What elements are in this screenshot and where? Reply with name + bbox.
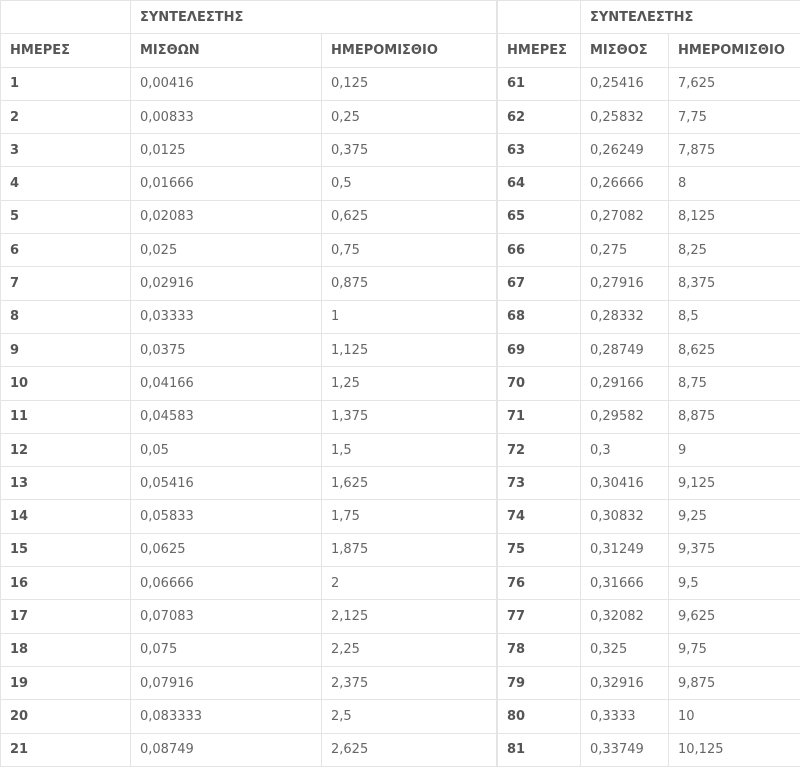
column-header-days: ΗΜΕΡΕΣ xyxy=(1,34,131,67)
column-header-salary: ΜΙΣΘΟΣ xyxy=(581,34,669,67)
cell-daily-wage: 0,625 xyxy=(322,200,497,233)
cell-coefficient: 0,075 xyxy=(131,633,322,666)
cell-days: 62 xyxy=(498,100,581,133)
cell-daily-wage: 8,875 xyxy=(669,400,800,433)
cell-days: 80 xyxy=(498,700,581,733)
cell-daily-wage: 8,25 xyxy=(669,234,800,267)
cell-daily-wage: 10,125 xyxy=(669,733,800,766)
table-row xyxy=(498,433,800,466)
cell-days: 75 xyxy=(498,533,581,566)
cell-daily-wage: 9,375 xyxy=(669,533,800,566)
cell-days: 15 xyxy=(1,533,131,566)
group-header-coefficient: ΣΥΝΤΕΛΕΣΤΗΣ xyxy=(581,1,800,34)
cell-days: 13 xyxy=(1,467,131,500)
table-row xyxy=(1,234,497,267)
cell-coefficient: 0,07083 xyxy=(131,600,322,633)
cell-days: 69 xyxy=(498,333,581,366)
cell-coefficient: 0,31249 xyxy=(581,533,669,566)
table-row xyxy=(498,367,800,400)
cell-coefficient: 0,02916 xyxy=(131,267,322,300)
table-row xyxy=(498,700,800,733)
cell-days: 1 xyxy=(1,67,131,100)
group-header-spacer xyxy=(1,1,131,34)
table-row xyxy=(498,500,800,533)
column-header-row xyxy=(1,34,497,67)
cell-coefficient: 0,03333 xyxy=(131,300,322,333)
cell-daily-wage: 2,375 xyxy=(322,666,497,699)
cell-days: 78 xyxy=(498,633,581,666)
cell-coefficient: 0,25416 xyxy=(581,67,669,100)
cell-daily-wage: 0,5 xyxy=(322,167,497,200)
cell-daily-wage: 0,25 xyxy=(322,100,497,133)
cell-days: 6 xyxy=(1,234,131,267)
cell-coefficient: 0,30832 xyxy=(581,500,669,533)
cell-coefficient: 0,04583 xyxy=(131,400,322,433)
cell-daily-wage: 2,125 xyxy=(322,600,497,633)
cell-days: 2 xyxy=(1,100,131,133)
cell-coefficient: 0,30416 xyxy=(581,467,669,500)
cell-coefficient: 0,0375 xyxy=(131,333,322,366)
cell-days: 63 xyxy=(498,134,581,167)
table-row xyxy=(498,467,800,500)
cell-coefficient: 0,0125 xyxy=(131,134,322,167)
cell-days: 5 xyxy=(1,200,131,233)
cell-days: 14 xyxy=(1,500,131,533)
table-row xyxy=(498,300,800,333)
cell-coefficient: 0,05416 xyxy=(131,467,322,500)
cell-days: 20 xyxy=(1,700,131,733)
cell-daily-wage: 2,25 xyxy=(322,633,497,666)
cell-daily-wage: 1,25 xyxy=(322,367,497,400)
cell-days: 8 xyxy=(1,300,131,333)
cell-coefficient: 0,29166 xyxy=(581,367,669,400)
group-header-coefficient: ΣΥΝΤΕΛΕΣΤΗΣ xyxy=(131,1,497,34)
cell-daily-wage: 8,75 xyxy=(669,367,800,400)
cell-daily-wage: 1,625 xyxy=(322,467,497,500)
cell-days: 16 xyxy=(1,567,131,600)
table-row xyxy=(498,267,800,300)
table-row xyxy=(498,333,800,366)
cell-days: 81 xyxy=(498,733,581,766)
cell-days: 66 xyxy=(498,234,581,267)
cell-coefficient: 0,05833 xyxy=(131,500,322,533)
cell-days: 71 xyxy=(498,400,581,433)
table-row xyxy=(1,433,497,466)
cell-days: 64 xyxy=(498,167,581,200)
right-coefficient-table xyxy=(497,0,800,767)
cell-coefficient: 0,01666 xyxy=(131,167,322,200)
cell-coefficient: 0,05 xyxy=(131,433,322,466)
cell-days: 65 xyxy=(498,200,581,233)
cell-daily-wage: 1,375 xyxy=(322,400,497,433)
cell-daily-wage: 2 xyxy=(322,567,497,600)
cell-daily-wage: 10 xyxy=(669,700,800,733)
cell-coefficient: 0,275 xyxy=(581,234,669,267)
cell-coefficient: 0,3 xyxy=(581,433,669,466)
cell-days: 79 xyxy=(498,666,581,699)
cell-daily-wage: 2,5 xyxy=(322,700,497,733)
table-row xyxy=(1,467,497,500)
cell-coefficient: 0,3333 xyxy=(581,700,669,733)
cell-days: 76 xyxy=(498,567,581,600)
cell-days: 74 xyxy=(498,500,581,533)
cell-daily-wage: 8 xyxy=(669,167,800,200)
table-row xyxy=(1,633,497,666)
table-row xyxy=(1,134,497,167)
cell-coefficient: 0,28749 xyxy=(581,333,669,366)
cell-daily-wage: 9 xyxy=(669,433,800,466)
column-header-days: ΗΜΕΡΕΣ xyxy=(498,34,581,67)
table-row xyxy=(498,600,800,633)
cell-coefficient: 0,27082 xyxy=(581,200,669,233)
cell-coefficient: 0,00833 xyxy=(131,100,322,133)
cell-days: 10 xyxy=(1,367,131,400)
table-row xyxy=(1,167,497,200)
cell-days: 21 xyxy=(1,733,131,766)
table-row xyxy=(1,333,497,366)
group-header-row xyxy=(1,1,497,34)
table-row xyxy=(498,200,800,233)
table-row xyxy=(498,134,800,167)
left-table-body xyxy=(1,67,497,766)
table-row xyxy=(498,400,800,433)
table-row xyxy=(1,600,497,633)
cell-daily-wage: 9,75 xyxy=(669,633,800,666)
cell-daily-wage: 8,375 xyxy=(669,267,800,300)
table-row xyxy=(498,234,800,267)
table-row xyxy=(498,567,800,600)
cell-coefficient: 0,32916 xyxy=(581,666,669,699)
cell-days: 17 xyxy=(1,600,131,633)
table-row xyxy=(1,267,497,300)
cell-daily-wage: 9,625 xyxy=(669,600,800,633)
cell-coefficient: 0,32082 xyxy=(581,600,669,633)
cell-daily-wage: 9,875 xyxy=(669,666,800,699)
table-row xyxy=(498,666,800,699)
cell-daily-wage: 9,25 xyxy=(669,500,800,533)
cell-daily-wage: 2,625 xyxy=(322,733,497,766)
cell-coefficient: 0,0625 xyxy=(131,533,322,566)
cell-daily-wage: 0,375 xyxy=(322,134,497,167)
cell-daily-wage: 9,5 xyxy=(669,567,800,600)
cell-coefficient: 0,06666 xyxy=(131,567,322,600)
cell-coefficient: 0,26666 xyxy=(581,167,669,200)
cell-daily-wage: 0,75 xyxy=(322,234,497,267)
group-header-row xyxy=(498,1,800,34)
cell-days: 12 xyxy=(1,433,131,466)
cell-coefficient: 0,33749 xyxy=(581,733,669,766)
cell-coefficient: 0,28332 xyxy=(581,300,669,333)
cell-daily-wage: 1,875 xyxy=(322,533,497,566)
cell-coefficient: 0,325 xyxy=(581,633,669,666)
cell-days: 3 xyxy=(1,134,131,167)
column-header-row xyxy=(498,34,800,67)
right-table-body xyxy=(498,67,800,766)
table-row xyxy=(498,100,800,133)
cell-days: 61 xyxy=(498,67,581,100)
cell-daily-wage: 7,75 xyxy=(669,100,800,133)
cell-coefficient: 0,083333 xyxy=(131,700,322,733)
cell-daily-wage: 8,5 xyxy=(669,300,800,333)
cell-coefficient: 0,25832 xyxy=(581,100,669,133)
cell-coefficient: 0,07916 xyxy=(131,666,322,699)
cell-days: 72 xyxy=(498,433,581,466)
cell-daily-wage: 9,125 xyxy=(669,467,800,500)
cell-days: 18 xyxy=(1,633,131,666)
table-row xyxy=(1,666,497,699)
cell-days: 67 xyxy=(498,267,581,300)
table-row xyxy=(1,567,497,600)
cell-daily-wage: 1,125 xyxy=(322,333,497,366)
cell-daily-wage: 7,875 xyxy=(669,134,800,167)
cell-coefficient: 0,27916 xyxy=(581,267,669,300)
cell-daily-wage: 1,75 xyxy=(322,500,497,533)
column-header-wages: ΜΙΣΘΩΝ xyxy=(131,34,322,67)
cell-coefficient: 0,26249 xyxy=(581,134,669,167)
cell-daily-wage: 8,625 xyxy=(669,333,800,366)
cell-days: 77 xyxy=(498,600,581,633)
cell-days: 9 xyxy=(1,333,131,366)
table-row xyxy=(1,200,497,233)
cell-coefficient: 0,00416 xyxy=(131,67,322,100)
cell-daily-wage: 1,5 xyxy=(322,433,497,466)
table-row xyxy=(498,533,800,566)
cell-days: 11 xyxy=(1,400,131,433)
column-header-daily-wage: ΗΜΕΡΟΜΙΣΘΙΟ xyxy=(669,34,800,67)
group-header-spacer xyxy=(498,1,581,34)
cell-daily-wage: 1 xyxy=(322,300,497,333)
cell-days: 4 xyxy=(1,167,131,200)
table-row xyxy=(1,300,497,333)
cell-coefficient: 0,08749 xyxy=(131,733,322,766)
table-row xyxy=(1,400,497,433)
table-row xyxy=(498,67,800,100)
cell-daily-wage: 7,625 xyxy=(669,67,800,100)
cell-daily-wage: 0,125 xyxy=(322,67,497,100)
column-header-daily-wage: ΗΜΕΡΟΜΙΣΘΙΟ xyxy=(322,34,497,67)
table-row xyxy=(1,367,497,400)
table-row xyxy=(1,733,497,766)
cell-coefficient: 0,31666 xyxy=(581,567,669,600)
table-row xyxy=(498,733,800,766)
cell-days: 73 xyxy=(498,467,581,500)
table-row xyxy=(1,100,497,133)
cell-days: 70 xyxy=(498,367,581,400)
table-row xyxy=(1,500,497,533)
table-row xyxy=(498,167,800,200)
table-row xyxy=(1,533,497,566)
cell-coefficient: 0,025 xyxy=(131,234,322,267)
table-row xyxy=(1,67,497,100)
cell-coefficient: 0,02083 xyxy=(131,200,322,233)
table-row xyxy=(1,700,497,733)
cell-days: 19 xyxy=(1,666,131,699)
cell-daily-wage: 0,875 xyxy=(322,267,497,300)
cell-days: 68 xyxy=(498,300,581,333)
cell-coefficient: 0,04166 xyxy=(131,367,322,400)
cell-daily-wage: 8,125 xyxy=(669,200,800,233)
cell-days: 7 xyxy=(1,267,131,300)
cell-coefficient: 0,29582 xyxy=(581,400,669,433)
table-row xyxy=(498,633,800,666)
